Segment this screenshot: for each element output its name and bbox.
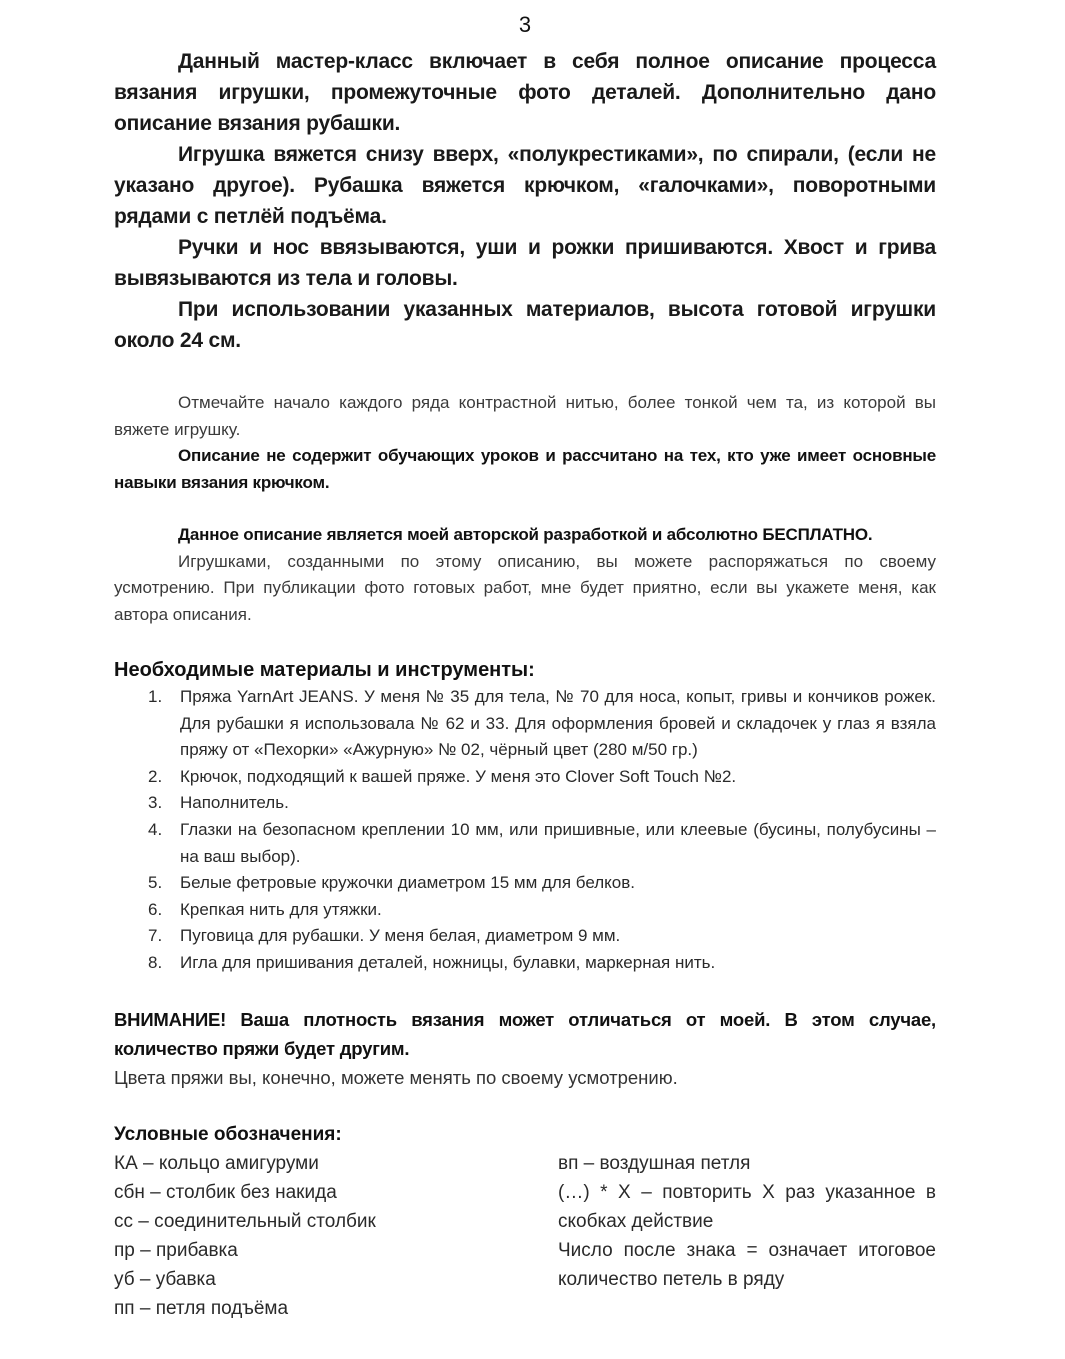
list-item: 1. Пряжа YarnArt JEANS. У меня № 35 для тела, № 70 для носа, копыт, гривы и кончиков рожек. Для рубашки я использовала № 62 и 33. Для оформления бровей и складочек у глаз я взяла пряжу от «Пехорки» «Ажурную» № 02, чёрный цвет (280 м/50 гр.) xyxy=(148,687,936,760)
list-item: 7. Пуговица для рубашки. У меня белая, диаметром 9 мм. xyxy=(148,926,621,946)
intro-paragraph-4: При использовании указанных материалов, высота готовой игрушки около 24 см. xyxy=(114,298,936,352)
intro-paragraph-2: Игрушка вяжется снизу вверх, «полукрестиками», по спирали, (если не указано другое). Рубашка вяжется крючком, «галочками», поворотными рядами с петлёй подъёма. xyxy=(114,143,936,228)
legend-item: сс – соединительный столбик xyxy=(114,1210,376,1232)
materials-heading: Необходимые материалы и инструменты: xyxy=(114,659,535,681)
legend-item: пр – прибавка xyxy=(114,1239,238,1261)
skills-note: Описание не содержит обучающих уроков и рассчитано на тех, кто уже имеет основные навыки вязания крючком. xyxy=(114,446,936,492)
color-note: Цвета пряжи вы, конечно, можете менять по своему усмотрению. xyxy=(114,1066,678,1088)
legend-item: уб – убавка xyxy=(114,1268,216,1290)
intro-paragraph-3: Ручки и нос ввязываются, уши и рожки пришиваются. Хвост и грива вывязываются из тела и головы. xyxy=(114,236,936,290)
list-item: 4. Глазки на безопасном креплении 10 мм, или пришивные, или клеевые (бусины, полубусины – на ваш выбор). xyxy=(148,819,936,866)
intro-paragraph-1: Данный мастер-класс включает в себя полное описание процесса вязания игрушки, промежуточные фото деталей. Дополнительно дано описание вязания рубашки. xyxy=(114,50,936,135)
legend-columns xyxy=(114,1149,936,1323)
list-item: 2. Крючок, подходящий к вашей пряже. У меня это Clover Soft Touch №2. xyxy=(148,766,737,786)
document-body xyxy=(114,46,936,1323)
legend-item: КА – кольцо амигуруми xyxy=(114,1152,319,1174)
rights-note: Игрушками, созданными по этому описанию, вы можете распоряжаться по своему усмотрению. При публикации фото готовых работ, мне будет приятно, если вы укажете меня, как автора описания. xyxy=(114,551,936,624)
materials-section xyxy=(114,656,936,977)
list-item: 8. Игла для пришивания деталей, ножницы, булавки, маркерная нить. xyxy=(148,952,716,972)
legend-item: (…) * Х – повторить Х раз указанное в скобках действие xyxy=(558,1181,936,1232)
legend-item: сбн – столбик без накида xyxy=(114,1181,337,1203)
legend-item: пп – петля подъёма xyxy=(114,1297,289,1319)
free-note: Данное описание является моей авторской разработкой и абсолютно БЕСПЛАТНО. xyxy=(178,525,873,544)
legend-left-column xyxy=(114,1149,514,1323)
list-item: 5. Белые фетровые кружочки диаметром 15 мм для белков. xyxy=(148,873,635,893)
list-item: 3. Наполнитель. xyxy=(148,793,289,813)
legend-section xyxy=(114,1120,936,1323)
notes-section xyxy=(114,390,936,628)
materials-list xyxy=(114,684,936,977)
marker-note: Отмечайте начало каждого ряда контрастной нитью, более тонкой чем та, из которой вы вяжете игрушку. xyxy=(114,393,936,439)
legend-title: Условные обозначения: xyxy=(114,1123,342,1145)
attention-section xyxy=(114,1005,936,1092)
legend-right-column xyxy=(558,1149,936,1323)
legend-item: Число после знака = означает итоговое количество петель в ряду xyxy=(558,1239,936,1290)
density-warning: ВНИМАНИЕ! Ваша плотность вязания может отличаться от моей. В этом случае, количество пряжи будет другим. xyxy=(114,1008,936,1059)
page-number: 3 xyxy=(518,12,532,37)
intro-section xyxy=(114,46,936,356)
list-item: 6. Крепкая нить для утяжки. xyxy=(148,899,382,919)
legend-item: вп – воздушная петля xyxy=(558,1152,751,1174)
